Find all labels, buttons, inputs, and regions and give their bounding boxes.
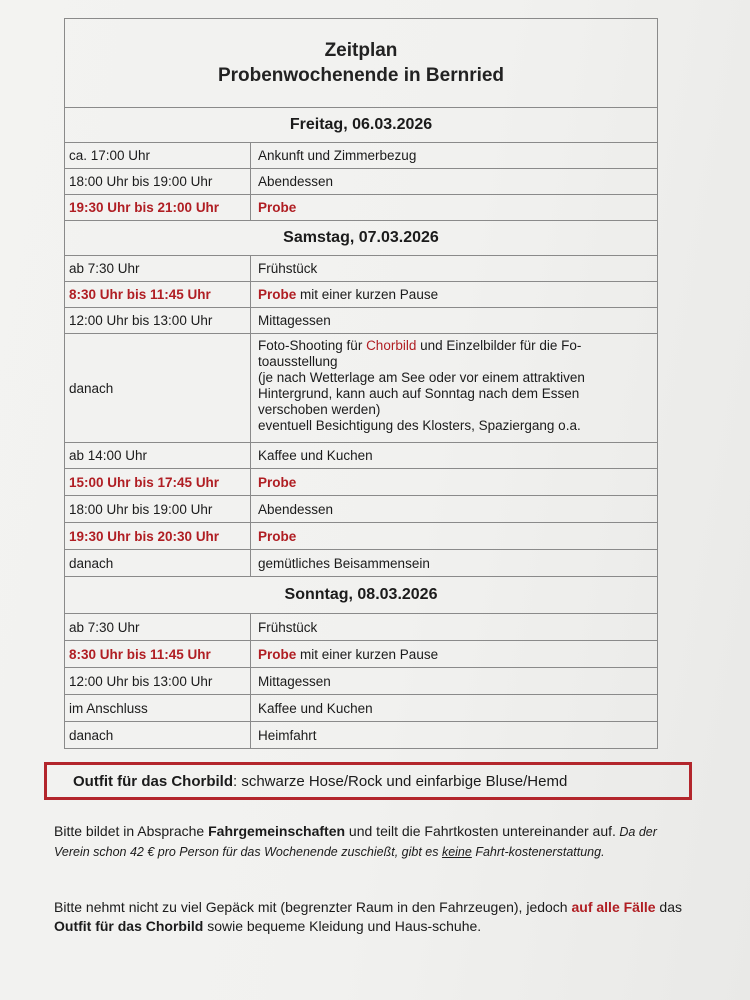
paragraph-text: und teilt die Fahrtkosten untereinander auf.	[345, 823, 616, 839]
day-heading-sunday: Sonntag, 08.03.2026	[65, 577, 657, 614]
time-cell: 19:30 Uhr bis 20:30 Uhr	[65, 523, 251, 549]
activity-highlight: Probe	[258, 646, 297, 662]
paragraph-bold: Outfit für das Chorbild	[54, 918, 204, 934]
outfit-notice-box	[44, 762, 692, 800]
paragraph-italic: Fahrt-kostenerstattung.	[471, 845, 605, 859]
paragraph-text: das	[655, 899, 686, 915]
time-cell: 12:00 Uhr bis 13:00 Uhr	[65, 668, 251, 694]
activity-cell: Frühstück	[258, 261, 318, 276]
time-cell: im Anschluss	[65, 695, 251, 721]
time-cell: danach	[65, 722, 251, 748]
table-row	[65, 195, 657, 221]
table-row	[65, 614, 657, 641]
activity-cell: Kaffee und Kuchen	[258, 448, 373, 463]
time-cell: ab 7:30 Uhr	[65, 256, 251, 281]
table-row	[65, 443, 657, 469]
time-cell: danach	[65, 334, 251, 442]
activity-cell: Abendessen	[258, 501, 334, 517]
time-cell: danach	[65, 550, 251, 576]
table-row	[65, 143, 657, 169]
time-cell: 8:30 Uhr bis 11:45 Uhr	[65, 641, 251, 667]
activity-note: (je nach Wetterlage am See oder vor einem attraktiven Hintergrund, kann auch auf Sonntag nach dem Essen verschoben werden)	[258, 370, 585, 417]
outfit-label: Outfit für das Chorbild	[73, 772, 233, 790]
activity-cell: Ankunft und Zimmerbezug	[258, 148, 417, 163]
paragraph-text: sowie bequeme Kleidung und Haus-schuhe.	[203, 918, 482, 934]
activity-cell: Kaffee und Kuchen	[258, 700, 373, 716]
time-cell: 19:30 Uhr bis 21:00 Uhr	[65, 195, 251, 220]
table-row	[65, 496, 657, 523]
table-row	[65, 695, 657, 722]
activity-cell	[251, 641, 657, 667]
activity-cell: Mittagessen	[258, 673, 331, 689]
activity-text: und Einzelbilder für die Fo-toausstellung	[258, 338, 582, 369]
paragraph-text: Bitte nehmt nicht zu viel Gepäck mit (begrenzter Raum in den Fahrzeugen), jedoch	[54, 899, 572, 915]
paragraph-italic: Da der Verein schon 42 € pro Person für das Wochenende zuschießt, gibt es	[54, 825, 661, 859]
table-row	[65, 722, 657, 748]
activity-text: Foto-Shooting für	[258, 338, 367, 353]
time-cell: 8:30 Uhr bis 11:45 Uhr	[65, 282, 251, 307]
table-row	[65, 523, 657, 550]
table-row	[65, 256, 657, 282]
activity-cell: Heimfahrt	[258, 727, 317, 743]
time-cell: 18:00 Uhr bis 19:00 Uhr	[65, 169, 251, 194]
activity-highlight: Chorbild	[366, 338, 417, 353]
schedule-table	[64, 18, 658, 749]
activity-cell: Probe	[258, 528, 297, 544]
time-cell: ab 14:00 Uhr	[65, 443, 251, 468]
page-subtitle: Probenwochenende in Bernried	[217, 65, 505, 86]
activity-cell: Probe	[258, 474, 297, 490]
schedule-title	[65, 19, 657, 108]
table-row	[65, 469, 657, 496]
paragraph-bold: Fahrgemeinschaften	[208, 823, 346, 839]
activity-suffix: mit einer kurzen Pause	[296, 646, 439, 662]
activity-cell	[251, 282, 657, 307]
activity-cell: gemütliches Beisammensein	[258, 555, 430, 571]
table-row	[65, 641, 657, 668]
time-cell: ab 7:30 Uhr	[65, 614, 251, 640]
outfit-text: : schwarze Hose/Rock und einfarbige Bluse/Hemd	[232, 772, 568, 790]
activity-cell: Frühstück	[258, 619, 318, 635]
table-row	[65, 668, 657, 695]
paragraph-red: auf alle Fälle	[571, 899, 656, 915]
activity-suffix: mit einer kurzen Pause	[296, 287, 439, 302]
paragraph-text: Bitte bildet in Absprache	[54, 823, 209, 839]
activity-cell: Probe	[258, 200, 297, 215]
time-cell: 15:00 Uhr bis 17:45 Uhr	[65, 469, 251, 495]
activity-note: eventuell Besichtigung des Klosters, Spaziergang o.a.	[258, 418, 581, 433]
paragraph-underline: keine	[441, 845, 472, 859]
table-row	[65, 308, 657, 334]
day-heading-saturday: Samstag, 07.03.2026	[65, 221, 657, 256]
time-cell: 18:00 Uhr bis 19:00 Uhr	[65, 496, 251, 522]
table-row	[65, 169, 657, 195]
luggage-paragraph	[54, 898, 684, 936]
page-title: Zeitplan	[324, 40, 398, 61]
table-row	[65, 282, 657, 308]
table-row	[65, 550, 657, 577]
time-cell: ca. 17:00 Uhr	[65, 143, 251, 168]
activity-cell	[251, 334, 657, 442]
activity-cell: Abendessen	[258, 174, 334, 189]
activity-highlight: Probe	[258, 287, 297, 302]
carpool-paragraph	[54, 822, 684, 862]
table-row	[65, 334, 657, 443]
day-heading-friday: Freitag, 06.03.2026	[65, 108, 657, 143]
time-cell: 12:00 Uhr bis 13:00 Uhr	[65, 308, 251, 333]
activity-cell: Mittagessen	[258, 313, 331, 328]
